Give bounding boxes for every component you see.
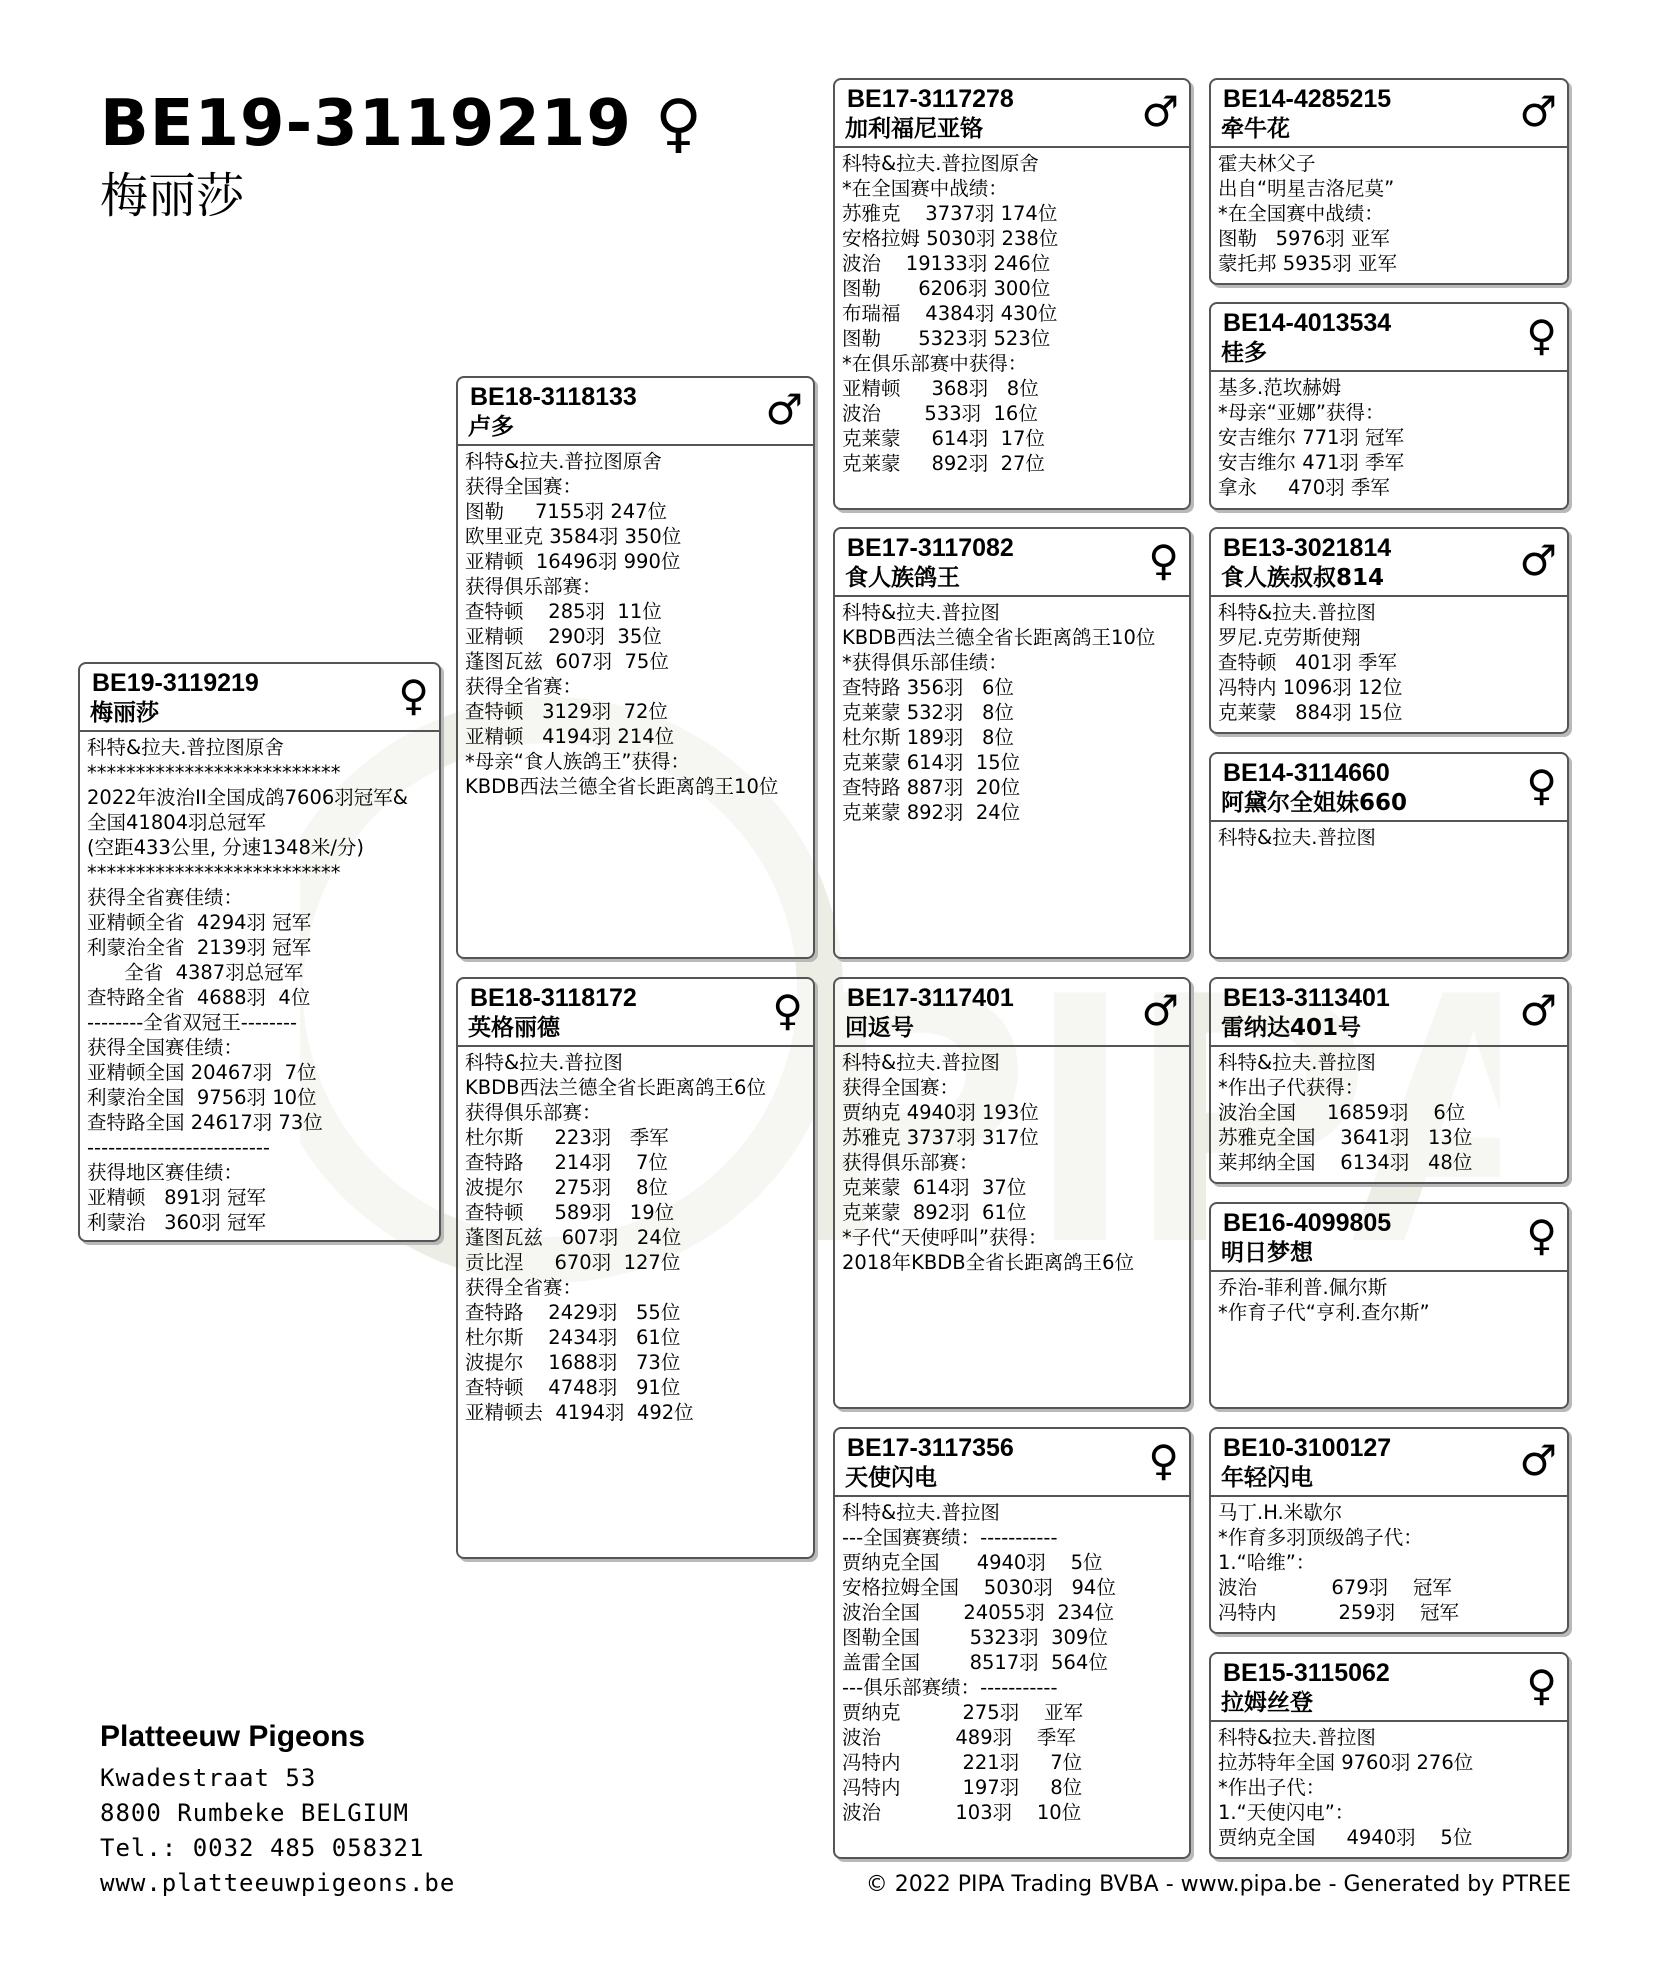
- card-line: 波提尔 1688羽 73位: [465, 1351, 681, 1374]
- card-line: 亚精顿全国 20467羽 7位: [87, 1061, 317, 1084]
- card-ring: BE15-3115062: [1223, 1659, 1390, 1687]
- card-line: 莱邦纳全国 6134羽 48位: [1218, 1151, 1473, 1174]
- card-name: 牵牛花: [1221, 116, 1290, 142]
- card-line: 苏雅克全国 3641羽 13位: [1218, 1126, 1473, 1149]
- card-line: 获得俱乐部赛：: [465, 575, 602, 598]
- card-body: [1211, 148, 1567, 276]
- pigeon-name: 梅丽莎: [100, 168, 245, 224]
- card-line: 亚精顿 368羽 8位: [842, 377, 1039, 400]
- card-line: 科特&拉夫.普拉图: [842, 1051, 1000, 1074]
- card-line: (空距433公里, 分速1348米/分): [87, 836, 365, 859]
- card-line: 欧里亚克 3584羽 350位: [465, 525, 682, 548]
- card-body: [1211, 1047, 1567, 1175]
- card-line: 利蒙治全国 9756羽 10位: [87, 1086, 317, 1109]
- card-line: 1.“天使闪电”：: [1218, 1801, 1355, 1824]
- card-line: 查特路 887羽 20位: [842, 776, 1021, 799]
- card-line: 亚精顿去 4194羽 492位: [465, 1401, 694, 1424]
- card-name: 年轻闪电: [1221, 1465, 1313, 1491]
- card-line: 获得俱乐部赛：: [842, 1151, 979, 1174]
- card-line: 蓬图瓦兹 607羽 24位: [465, 1226, 682, 1249]
- card-line: 乔治-菲利普.佩尔斯: [1218, 1276, 1388, 1299]
- card-name: 明日梦想: [1221, 1240, 1313, 1266]
- female-icon: ♀: [1148, 1436, 1179, 1485]
- card-line: 科特&拉夫.普拉图: [1218, 826, 1376, 849]
- card-line: ---俱乐部赛绩：-----------: [842, 1676, 1058, 1699]
- card-line: 获得全省赛：: [465, 1276, 583, 1299]
- male-icon: ♂: [1519, 986, 1557, 1035]
- card-line: 查特路 214羽 7位: [465, 1151, 668, 1174]
- card-line: 冯特内 197羽 8位: [842, 1776, 1083, 1799]
- card-line: 克莱蒙 614羽 17位: [842, 427, 1045, 450]
- card-line: 克莱蒙 892羽 24位: [842, 801, 1021, 824]
- card-line: 利蒙治 360羽 冠军: [87, 1211, 267, 1234]
- card-line: 霍夫林父子: [1218, 152, 1316, 175]
- card-line: 查特路全省 4688羽 4位: [87, 986, 311, 1009]
- card-body: [80, 732, 439, 1235]
- breeder-address: Kwadestraat 53: [100, 1764, 317, 1792]
- card-line: 1.“哈维”：: [1218, 1551, 1316, 1574]
- card-line: 波治 533羽 16位: [842, 402, 1038, 425]
- card-ring: BE19-3119219: [92, 669, 259, 697]
- card-line: 克莱蒙 892羽 27位: [842, 452, 1045, 475]
- page-title: [100, 88, 703, 160]
- card-line: 亚精顿 4194羽 214位: [465, 725, 675, 748]
- card-body: [835, 148, 1189, 476]
- card-line: 贾纳克全国 4940羽 5位: [1218, 1826, 1473, 1849]
- card-line: 亚精顿全省 4294羽 冠军: [87, 911, 312, 934]
- card-ring: BE14-3114660: [1223, 759, 1390, 787]
- card-name: 梅丽莎: [90, 700, 159, 726]
- card-line: 冯特内 1096羽 12位: [1218, 676, 1403, 699]
- card-line: 波治 19133羽 246位: [842, 252, 1051, 275]
- card-line: 查特顿 589羽 19位: [465, 1201, 675, 1224]
- card-line: 图勒 5323羽 523位: [842, 327, 1051, 350]
- card-line: 杜尔斯 2434羽 61位: [465, 1326, 681, 1349]
- card-line: 波治全国 24055羽 234位: [842, 1601, 1115, 1624]
- card-body: [835, 1497, 1189, 1825]
- card-name: 食人族鸽王: [845, 565, 960, 591]
- card-line: 科特&拉夫.普拉图: [1218, 1051, 1376, 1074]
- pedigree-card-dam[interactable]: [456, 977, 815, 1559]
- card-name: 加利福尼亚铬: [845, 116, 983, 142]
- card-line: *母亲“食人族鸽王”获得：: [465, 750, 690, 773]
- card-line: **************************: [87, 761, 341, 784]
- card-line: 布瑞福 4384羽 430位: [842, 302, 1058, 325]
- pedigree-card-subject[interactable]: [78, 662, 441, 1242]
- card-line: 苏雅克 3737羽 174位: [842, 202, 1058, 225]
- card-line: 盖雷全国 8517羽 564位: [842, 1651, 1108, 1674]
- card-line: 科特&拉夫.普拉图原舍: [87, 736, 284, 759]
- title-ring: BE19-3119219: [100, 87, 632, 161]
- card-line: 蓬图瓦兹 607羽 75位: [465, 650, 669, 673]
- card-body: [1211, 1497, 1567, 1625]
- card-ring: BE17-3117401: [847, 984, 1014, 1012]
- pedigree-card-gg4[interactable]: [1209, 752, 1569, 959]
- card-ring: BE18-3118172: [470, 984, 637, 1012]
- card-name: 食人族叔叔814: [1221, 565, 1385, 591]
- pedigree-card-gg1[interactable]: [1209, 78, 1569, 285]
- card-line: 图勒 7155羽 247位: [465, 500, 668, 523]
- card-line: 图勒全国 5323羽 309位: [842, 1626, 1108, 1649]
- card-body: [1211, 372, 1567, 500]
- card-line: *获得俱乐部佳绩：: [842, 651, 1008, 674]
- male-icon: ♂: [1519, 536, 1557, 585]
- pedigree-card-sire-sire[interactable]: [833, 78, 1191, 510]
- card-ring: BE17-3117278: [847, 85, 1014, 113]
- card-line: 贾纳克 4940羽 193位: [842, 1101, 1039, 1124]
- card-line: 亚精顿 290羽 35位: [465, 625, 662, 648]
- card-line: 克莱蒙 614羽 37位: [842, 1176, 1027, 1199]
- card-line: 2022年波治II全国成鸽7606羽冠军&: [87, 786, 408, 809]
- card-line: 波提尔 275羽 8位: [465, 1176, 668, 1199]
- card-line: 克莱蒙 532羽 8位: [842, 701, 1014, 724]
- card-line: 波治 103羽 10位: [842, 1801, 1082, 1824]
- card-line: 获得地区赛佳绩：: [87, 1161, 244, 1184]
- female-icon: ♀: [1526, 311, 1557, 360]
- card-line: 图勒 6206羽 300位: [842, 277, 1051, 300]
- card-line: 克莱蒙 892羽 61位: [842, 1201, 1027, 1224]
- card-line: *作育多羽顶级鸽子代：: [1218, 1526, 1423, 1549]
- pedigree-card-gg5[interactable]: [1209, 977, 1569, 1184]
- pedigree-card-gg6[interactable]: [1209, 1202, 1569, 1409]
- card-line: 查特路全国 24617羽 73位: [87, 1111, 323, 1134]
- card-line: 科特&拉夫.普拉图: [1218, 601, 1376, 624]
- footer-copyright: © 2022 PIPA Trading BVBA - www.pipa.be - Generated by PTREE: [865, 1872, 1571, 1897]
- card-line: 安吉维尔 771羽 冠军: [1218, 426, 1405, 449]
- card-line: 获得全省赛佳绩：: [87, 886, 244, 909]
- card-line: 贡比涅 670羽 127位: [465, 1251, 681, 1274]
- card-line: 冯特内 259羽 冠军: [1218, 1601, 1459, 1624]
- card-line: KBDB西法兰德全省长距离鸽王10位: [465, 775, 779, 798]
- card-line: 波治 489羽 季军: [842, 1726, 1076, 1749]
- card-line: *在俱乐部赛中获得：: [842, 352, 1028, 375]
- card-body: [835, 597, 1189, 825]
- card-ring: BE14-4013534: [1223, 309, 1392, 337]
- card-ring: BE16-4099805: [1223, 1209, 1392, 1237]
- card-line: 罗尼.克劳斯使翔: [1218, 626, 1361, 649]
- card-line: 查特顿 401羽 季军: [1218, 651, 1398, 674]
- card-line: **************************: [87, 861, 341, 884]
- female-icon: ♀: [1148, 536, 1179, 585]
- card-line: *作出子代：: [1218, 1776, 1326, 1799]
- card-line: 波治 679羽 冠军: [1218, 1576, 1452, 1599]
- card-line: 获得俱乐部赛：: [465, 1101, 602, 1124]
- card-line: ---全国赛赛绩：-----------: [842, 1526, 1058, 1549]
- card-name: 英格丽德: [468, 1015, 560, 1041]
- card-ring: BE18-3118133: [470, 383, 637, 411]
- card-line: 获得全国赛：: [465, 475, 583, 498]
- female-icon: ♀: [772, 986, 803, 1035]
- breeder-phone: Tel.: 0032 485 058321: [100, 1834, 425, 1862]
- breeder-website: www.platteeuwpigeons.be: [100, 1869, 456, 1897]
- card-line: 查特顿 285羽 11位: [465, 600, 662, 623]
- card-line: 获得全国赛：: [842, 1076, 960, 1099]
- card-line: 亚精顿 891羽 冠军: [87, 1186, 267, 1209]
- pedigree-card-gg8[interactable]: [1209, 1652, 1569, 1859]
- card-name: 卢多: [468, 414, 514, 440]
- pedigree-card-dam-sire[interactable]: [833, 977, 1191, 1409]
- card-line: *作出子代获得：: [1218, 1076, 1365, 1099]
- card-line: 克莱蒙 884羽 15位: [1218, 701, 1403, 724]
- card-ring: BE14-4285215: [1223, 85, 1392, 113]
- card-line: 安吉维尔 471羽 季军: [1218, 451, 1405, 474]
- breeder-city: 8800 Rumbeke BELGIUM: [100, 1799, 409, 1827]
- male-icon: ♂: [765, 385, 803, 434]
- card-line: 拿永 470羽 季军: [1218, 476, 1390, 499]
- card-ring: BE10-3100127: [1223, 1434, 1392, 1462]
- female-icon: ♀: [1526, 1211, 1557, 1260]
- male-icon: ♂: [1519, 1436, 1557, 1485]
- card-line: 利蒙治全省 2139羽 冠军: [87, 936, 312, 959]
- card-line: --------全省双冠王--------: [87, 1011, 298, 1034]
- card-line: 波治全国 16859羽 6位: [1218, 1101, 1466, 1124]
- card-name: 阿黛尔全姐妹660: [1221, 790, 1408, 816]
- card-line: 全国41804羽总冠军: [87, 811, 267, 834]
- card-name: 拉姆丝登: [1221, 1690, 1313, 1716]
- card-body: [1211, 1272, 1567, 1325]
- card-line: 出自“明星吉洛尼莫”: [1218, 177, 1395, 200]
- pedigree-card-dam-dam[interactable]: [833, 1427, 1191, 1859]
- card-line: 克莱蒙 614羽 15位: [842, 751, 1021, 774]
- card-line: 科特&拉夫.普拉图原舍: [465, 450, 662, 473]
- card-line: *在全国赛中战绩：: [842, 177, 1008, 200]
- card-ring: BE17-3117082: [847, 534, 1014, 562]
- breeder-name: Platteeuw Pigeons: [100, 1720, 366, 1753]
- card-line: 科特&拉夫.普拉图: [1218, 1726, 1376, 1749]
- card-line: 冯特内 221羽 7位: [842, 1751, 1083, 1774]
- card-line: 亚精顿 16496羽 990位: [465, 550, 681, 573]
- card-line: 查特顿 4748羽 91位: [465, 1376, 681, 1399]
- card-name: 天使闪电: [845, 1465, 937, 1491]
- card-body: [1211, 822, 1567, 850]
- card-line: 马丁.H.米歇尔: [1218, 1501, 1343, 1524]
- card-body: [458, 446, 813, 799]
- pedigree-card-gg3[interactable]: [1209, 527, 1569, 734]
- pedigree-card-gg2[interactable]: [1209, 302, 1569, 510]
- card-line: 安格拉姆全国 5030羽 94位: [842, 1576, 1116, 1599]
- card-ring: BE13-3021814: [1223, 534, 1392, 562]
- card-line: *子代“天使呼叫”获得：: [842, 1226, 1048, 1249]
- card-body: [1211, 597, 1567, 725]
- card-ring: BE17-3117356: [847, 1434, 1014, 1462]
- card-line: 获得全国赛佳绩：: [87, 1036, 244, 1059]
- card-name: 雷纳达401号: [1221, 1015, 1362, 1041]
- card-line: 科特&拉夫.普拉图: [842, 1501, 1000, 1524]
- male-icon: ♂: [1519, 87, 1557, 136]
- female-icon: ♀: [1526, 761, 1557, 810]
- male-icon: ♂: [1141, 986, 1179, 1035]
- female-symbol-icon: ♀: [655, 87, 703, 161]
- card-line: 科特&拉夫.普拉图: [465, 1051, 623, 1074]
- pedigree-card-gg7[interactable]: [1209, 1427, 1569, 1634]
- pedigree-card-sire-dam[interactable]: [833, 527, 1191, 959]
- card-body: [1211, 1722, 1567, 1850]
- card-line: 杜尔斯 189羽 8位: [842, 726, 1014, 749]
- card-line: 蒙托邦 5935羽 亚军: [1218, 252, 1398, 275]
- card-line: 贾纳克全国 4940羽 5位: [842, 1551, 1103, 1574]
- card-line: 基多.范坎赫姆: [1218, 376, 1342, 399]
- card-line: *作育子代“亨利.查尔斯”: [1218, 1301, 1430, 1324]
- card-line: --------------------------: [87, 1136, 270, 1159]
- pedigree-card-sire[interactable]: [456, 376, 815, 959]
- card-line: 科特&拉夫.普拉图: [842, 601, 1000, 624]
- card-name: 回返号: [845, 1015, 914, 1041]
- card-line: 安格拉姆 5030羽 238位: [842, 227, 1059, 250]
- card-body: [458, 1047, 813, 1425]
- card-line: 科特&拉夫.普拉图原舍: [842, 152, 1039, 175]
- card-line: 查特路 2429羽 55位: [465, 1301, 681, 1324]
- card-line: 查特路 356羽 6位: [842, 676, 1014, 699]
- card-line: KBDB西法兰德全省长距离鸽王6位: [465, 1076, 766, 1099]
- card-line: 杜尔斯 223羽 季军: [465, 1126, 669, 1149]
- card-body: [835, 1047, 1189, 1275]
- card-line: KBDB西法兰德全省长距离鸽王10位: [842, 626, 1156, 649]
- card-line: 获得全省赛：: [465, 675, 583, 698]
- card-line: 全省 4387羽总冠军: [87, 961, 304, 984]
- card-ring: BE13-3113401: [1223, 984, 1390, 1012]
- female-icon: ♀: [398, 671, 429, 720]
- female-icon: ♀: [1526, 1661, 1557, 1710]
- card-name: 桂多: [1221, 340, 1267, 366]
- male-icon: ♂: [1141, 87, 1179, 136]
- card-line: 苏雅克 3737羽 317位: [842, 1126, 1039, 1149]
- card-line: 拉苏特年全国 9760羽 276位: [1218, 1751, 1474, 1774]
- card-line: 查特顿 3129羽 72位: [465, 700, 668, 723]
- card-line: *母亲“亚娜”获得：: [1218, 401, 1385, 424]
- card-line: *在全国赛中战绩：: [1218, 202, 1384, 225]
- card-line: 图勒 5976羽 亚军: [1218, 227, 1390, 250]
- card-line: 贾纳克 275羽 亚军: [842, 1701, 1083, 1724]
- card-line: 2018年KBDB全省长距离鸽王6位: [842, 1251, 1135, 1274]
